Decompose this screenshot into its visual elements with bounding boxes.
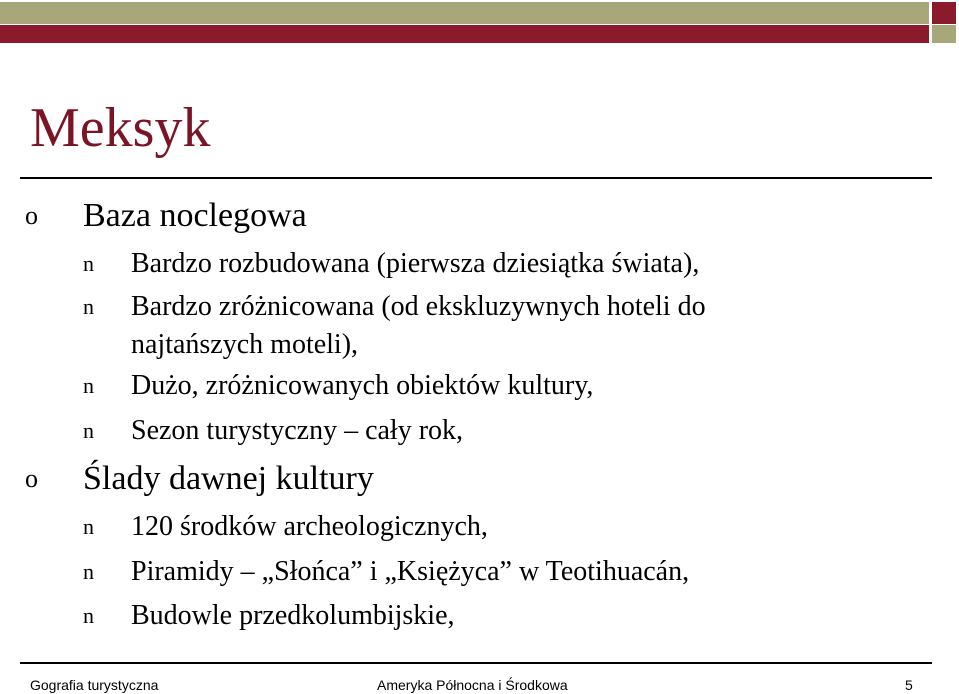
section-heading-text: Ślady dawnej kultury bbox=[83, 460, 374, 497]
section-heading-text: Baza noclegowa bbox=[83, 197, 307, 234]
list-item bbox=[83, 245, 700, 283]
olive-stripe bbox=[0, 2, 929, 24]
list-item-text: 120 środków archeologicznych, bbox=[131, 511, 488, 542]
slide-title: Meksyk bbox=[30, 97, 211, 159]
list-item-text: Dużo, zróżnicowanych obiektów kultury, bbox=[131, 370, 594, 401]
list-item-text: Bardzo zróżnicowana (od ekskluzywnych hoteli do bbox=[131, 291, 706, 322]
list-item-text: Budowle przedkolumbijskie, bbox=[131, 600, 455, 631]
list-item bbox=[83, 288, 706, 326]
section-bullet-icon: o bbox=[25, 201, 38, 230]
item-bullet-icon: n bbox=[83, 294, 94, 319]
title-divider bbox=[20, 177, 932, 179]
footer-divider bbox=[20, 662, 932, 664]
item-bullet-icon: n bbox=[83, 418, 94, 443]
maroon-stripe bbox=[0, 25, 929, 43]
item-bullet-icon: n bbox=[83, 251, 94, 276]
item-bullet-icon: n bbox=[83, 559, 94, 584]
list-item bbox=[83, 367, 594, 405]
section-bullet-icon: o bbox=[25, 464, 38, 493]
list-item bbox=[83, 597, 455, 635]
list-item bbox=[83, 553, 690, 591]
item-bullet-icon: n bbox=[83, 373, 94, 398]
list-item-text: najtańszych moteli), bbox=[131, 329, 359, 360]
section-heading bbox=[25, 459, 374, 499]
list-item bbox=[83, 508, 488, 546]
footer-topic: Ameryka Północna i Środkowa bbox=[377, 677, 568, 693]
list-item-continuation bbox=[131, 326, 358, 364]
footer-course-title: Gografia turystyczna bbox=[30, 677, 159, 693]
item-bullet-icon: n bbox=[83, 514, 94, 539]
corner-square-olive bbox=[932, 25, 956, 43]
list-item-text: Bardzo rozbudowana (pierwsza dziesiątka świata), bbox=[131, 248, 700, 279]
list-item-text: Sezon turystyczny – cały rok, bbox=[131, 415, 464, 446]
item-bullet-icon: n bbox=[83, 603, 94, 628]
footer-page-number: 5 bbox=[905, 677, 913, 693]
list-item-text: Piramidy – „Słońca” i „Księżyca” w Teotihuacán, bbox=[131, 556, 690, 587]
corner-square-maroon bbox=[932, 2, 956, 24]
section-heading bbox=[25, 196, 307, 236]
top-decoration-bar bbox=[0, 0, 959, 44]
list-item bbox=[83, 412, 464, 450]
